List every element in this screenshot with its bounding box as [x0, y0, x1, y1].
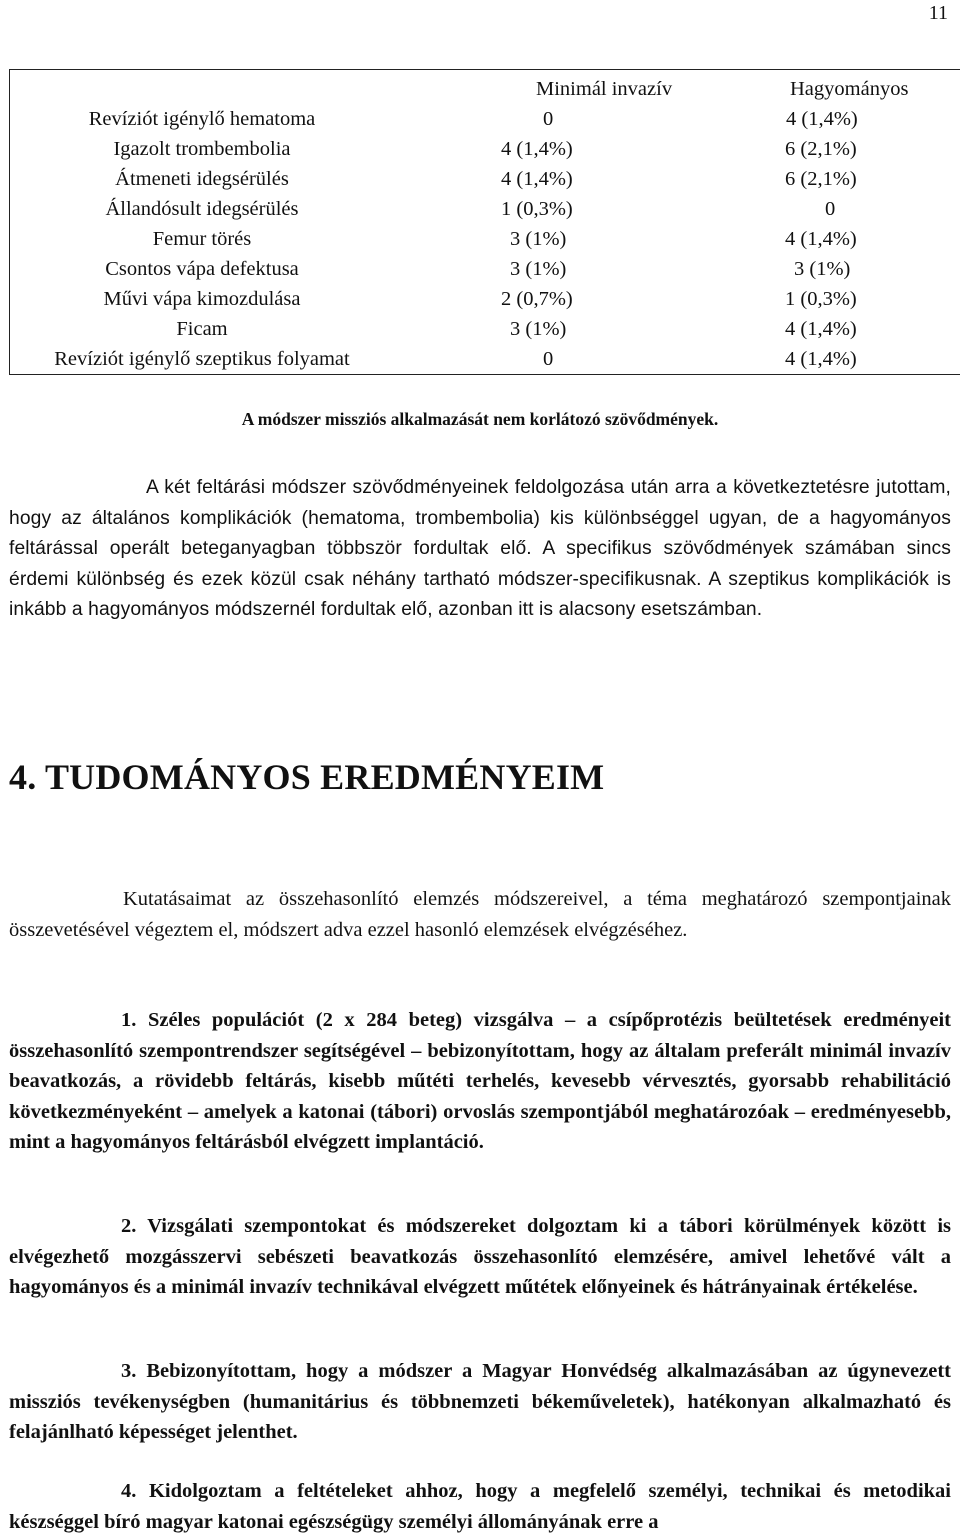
row-minimally-invasive-value: 4 (1,4%): [501, 137, 573, 160]
table-row: [10, 344, 960, 375]
row-label: Revíziót igénylő hematoma: [88, 107, 316, 130]
row-traditional-value: 6 (2,1%): [785, 137, 857, 160]
table-row: [10, 314, 960, 344]
finding-3: 3. Bebizonyítottam, hogy a módszer a Magyar Honvédség alkalmazásában az úgynevezett missziós tevékenységben (humanitárius és többnemzeti békeműveletek), hatékonyan alkalmazható és felajánlható képességet jelenthet.: [9, 1360, 951, 1443]
header-traditional: Hagyományos: [790, 77, 909, 100]
table-row: [10, 284, 960, 314]
row-label: Ficam: [176, 317, 228, 340]
row-traditional-value: 0: [825, 197, 836, 220]
table-header-row: [10, 70, 960, 105]
row-label: Revíziót igénylő szeptikus folyamat: [54, 347, 350, 370]
row-traditional-value: 4 (1,4%): [785, 227, 857, 250]
row-minimally-invasive-value: 3 (1%): [510, 257, 567, 280]
row-traditional-value: 4 (1,4%): [785, 347, 857, 370]
table-row: [10, 224, 960, 254]
row-label: Művi vápa kimozdulása: [103, 287, 301, 310]
finding-4: 4. Kidolgoztam a feltételeket ahhoz, hogy a megfelelő személyi, technikai és metodikai készséggel bíró magyar katonai egészségügy személyi állományának erre a: [9, 1480, 951, 1533]
row-label: Átmeneti idegsérülés: [115, 167, 289, 190]
table-row: [10, 254, 960, 284]
table-row: [10, 134, 960, 164]
row-traditional-value: 4 (1,4%): [785, 317, 857, 340]
row-minimally-invasive-value: 0: [543, 107, 554, 130]
header-label-column: [10, 70, 395, 105]
row-minimally-invasive-value: 2 (0,7%): [501, 287, 573, 310]
row-minimally-invasive-value: 3 (1%): [510, 227, 567, 250]
row-label: Csontos vápa defektusa: [105, 257, 299, 280]
row-minimally-invasive-value: 4 (1,4%): [501, 167, 573, 190]
row-label: Igazolt trombembolia: [113, 137, 291, 160]
table-caption: A módszer missziós alkalmazását nem korlátozó szövődmények.: [241, 409, 719, 429]
complications-table: [9, 69, 960, 375]
intro-paragraph: Kutatásaimat az összehasonlító elemzés módszereivel, a téma meghatározó szempontjainak összevetésével végeztem el, módszert adva ezzel hasonló elemzések elvégzéséhez.: [9, 888, 951, 941]
row-traditional-value: 6 (2,1%): [785, 167, 857, 190]
section-heading: 4. TUDOMÁNYOS EREDMÉNYEIM: [9, 757, 605, 797]
table-row: [10, 104, 960, 134]
row-label: Állandósult idegsérülés: [105, 197, 299, 220]
table-row: [10, 164, 960, 194]
row-label: Femur törés: [152, 227, 252, 250]
page-number: 11: [928, 2, 948, 24]
table-row: [10, 194, 960, 224]
row-minimally-invasive-value: 0: [543, 347, 554, 370]
row-minimally-invasive-value: 1 (0,3%): [501, 197, 573, 220]
row-traditional-value: 3 (1%): [794, 257, 851, 280]
header-minimally-invasive: Minimál invazív: [536, 77, 673, 100]
finding-1: 1. Széles populációt (2 x 284 beteg) vizsgálva – a csípőprotézis beültetések eredményeit összehasonlító szempontrendszer segítségével – bebizonyítottam, hogy az általam preferált minimál invazív beavatkozás, a rövidebb feltárás, kisebb műtéti terhelés, kevesebb vérvesztés, gyorsabb rehabilitáció következményeként – amelyek a katonai (tábori) orvoslás szempontjából meghatározóak – eredményesebb, mint a hagyományos feltárásból elvégzett implantáció.: [9, 1009, 951, 1153]
finding-2: 2. Vizsgálati szempontokat és módszereket dolgoztam ki a tábori körülmények között is elvégezhető mozgásszervi sebészeti beavatkozás összehasonlító elemzésére, amivel lehetővé vált a hagyományos és a minimál invazív technikával elvégzett műtétek előnyeinek és hátrányainak értékelése.: [9, 1215, 951, 1298]
row-traditional-value: 4 (1,4%): [786, 107, 858, 130]
row-minimally-invasive-value: 3 (1%): [510, 317, 567, 340]
analysis-paragraph: A két feltárási módszer szövődményeinek feldolgozása után arra a következtetésre jutottam, hogy az általános komplikációk (hematoma, trombembolia) kis különbséggel ugyan, de a hagyományos feltárással operált beteganyagban többször fordultak elő. A specifikus szövődmények számában sincs érdemi különbség és ezek közül csak néhány tartható módszer-specifikusnak. A szeptikus komplikációk is inkább a hagyományos módszernél fordultak elő, azonban itt is alacsony esetszámban.: [9, 477, 951, 620]
row-traditional-value: 1 (0,3%): [785, 287, 857, 310]
